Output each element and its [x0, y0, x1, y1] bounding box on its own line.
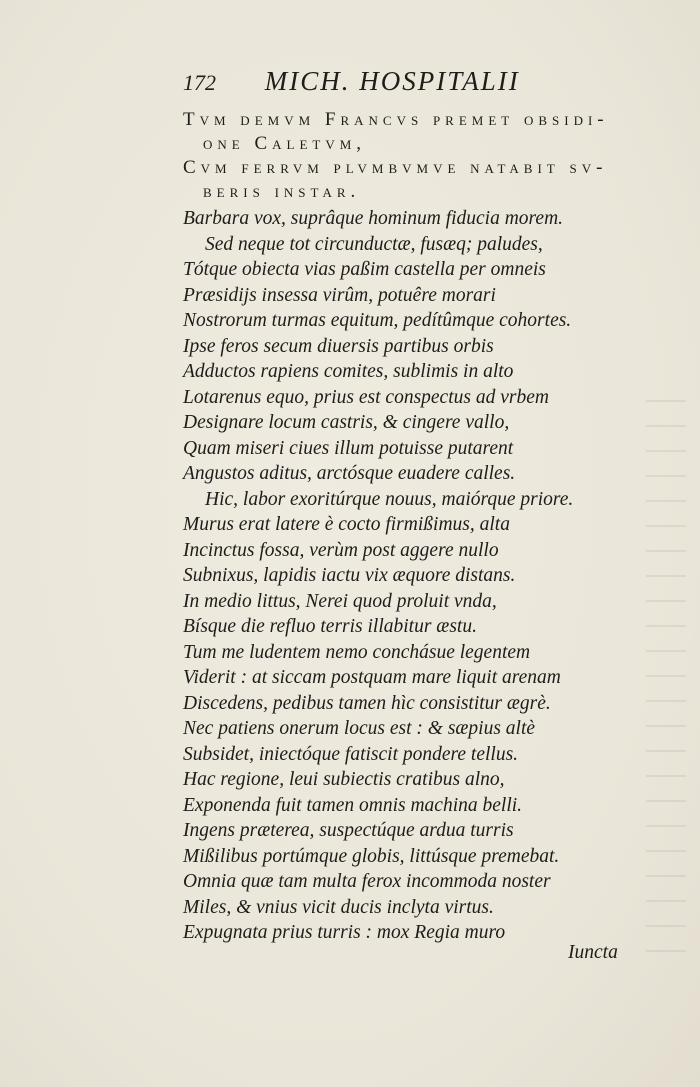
verse-line: Incinctus fossa, verùm post aggere nullo	[183, 539, 499, 561]
heading-line: one Caletvm,	[203, 133, 367, 154]
verse-line: Bísque die refluo terris illabitur æstu.	[183, 616, 477, 637]
verse-line: Hac regione, leui subiectis cratibus alno,	[183, 769, 505, 790]
catchword: Iuncta	[568, 942, 618, 963]
verse-line: Adductos rapiens comites, sublimis in alto	[183, 361, 514, 382]
verse-line: In medio littus, Nerei quod proluit vnda,	[183, 590, 497, 612]
verse-line: Præsidijs insessa virûm, potuêre morari	[183, 284, 496, 306]
verse-block	[183, 206, 653, 946]
verse-line: Exponenda fuit tamen omnis machina belli.	[183, 794, 523, 816]
verse-line: Expugnata prius turris : mox Regia muro	[183, 922, 506, 943]
verse-line: Nec patiens onerum locus est : & sæpius altè	[183, 718, 536, 739]
verse-line: Omnia quæ tam multa ferox incommoda noster	[183, 871, 551, 892]
verse-line: Subnixus, lapidis iactu vix æquore distans.	[183, 565, 516, 586]
verse-line: Ingens præterea, suspectúque ardua turris	[183, 820, 514, 841]
verse-line: Murus erat latere è cocto firmißimus, alta	[183, 514, 510, 535]
verse-line: Lotarenus equo, prius est conspectus ad vrbem	[183, 386, 549, 408]
page-number: 172	[183, 70, 216, 95]
verse-line: Quam miseri ciues illum potuisse putarent	[183, 437, 514, 459]
verse-line: Tótque obiecta vias paßim castella per omneis	[183, 259, 546, 280]
verse-line: Designare locum castris, & cingere vallo,	[183, 412, 510, 433]
verse-line: Nostrorum turmas equitum, pedítûmque cohortes.	[183, 310, 572, 331]
verse-line: Mißilibus portúmque globis, littúsque premebat.	[183, 845, 560, 867]
prophecy-heading	[183, 108, 643, 204]
heading-line: Cvm ferrvm plvmbvmve natabit sv-	[183, 157, 608, 178]
verse-line: Subsidet, iniectóque fatiscit pondere tellus.	[183, 743, 519, 765]
verse-line: Barbara vox, suprâque hominum fiducia morem.	[183, 208, 564, 229]
verse-line: Viderit : at siccam postquam mare liquit arenam	[183, 667, 561, 688]
verse-line: Discedens, pedibus tamen hìc consistitur ægrè.	[183, 692, 551, 714]
verse-line: Tum me ludentem nemo conchásue legentem	[183, 641, 531, 663]
running-header	[183, 66, 520, 97]
verse-line: Angustos aditus, arctósque euadere calles.	[183, 463, 516, 484]
verse-line: Ipse feros secum diuersis partibus orbis	[183, 335, 494, 357]
verse-line: Miles, & vnius vicit ducis inclyta virtus.	[183, 896, 494, 918]
running-title: MICH. HOSPITALII	[264, 66, 520, 96]
verse-line: Sed neque tot circunductæ, fusæq; paludes,	[205, 233, 543, 255]
verse-line: Hic, labor exoritúrque nouus, maiórque priore.	[205, 488, 574, 510]
heading-line: beris instar.	[203, 181, 361, 202]
heading-line: Tvm demvm Francvs premet obsidi-	[183, 109, 609, 130]
